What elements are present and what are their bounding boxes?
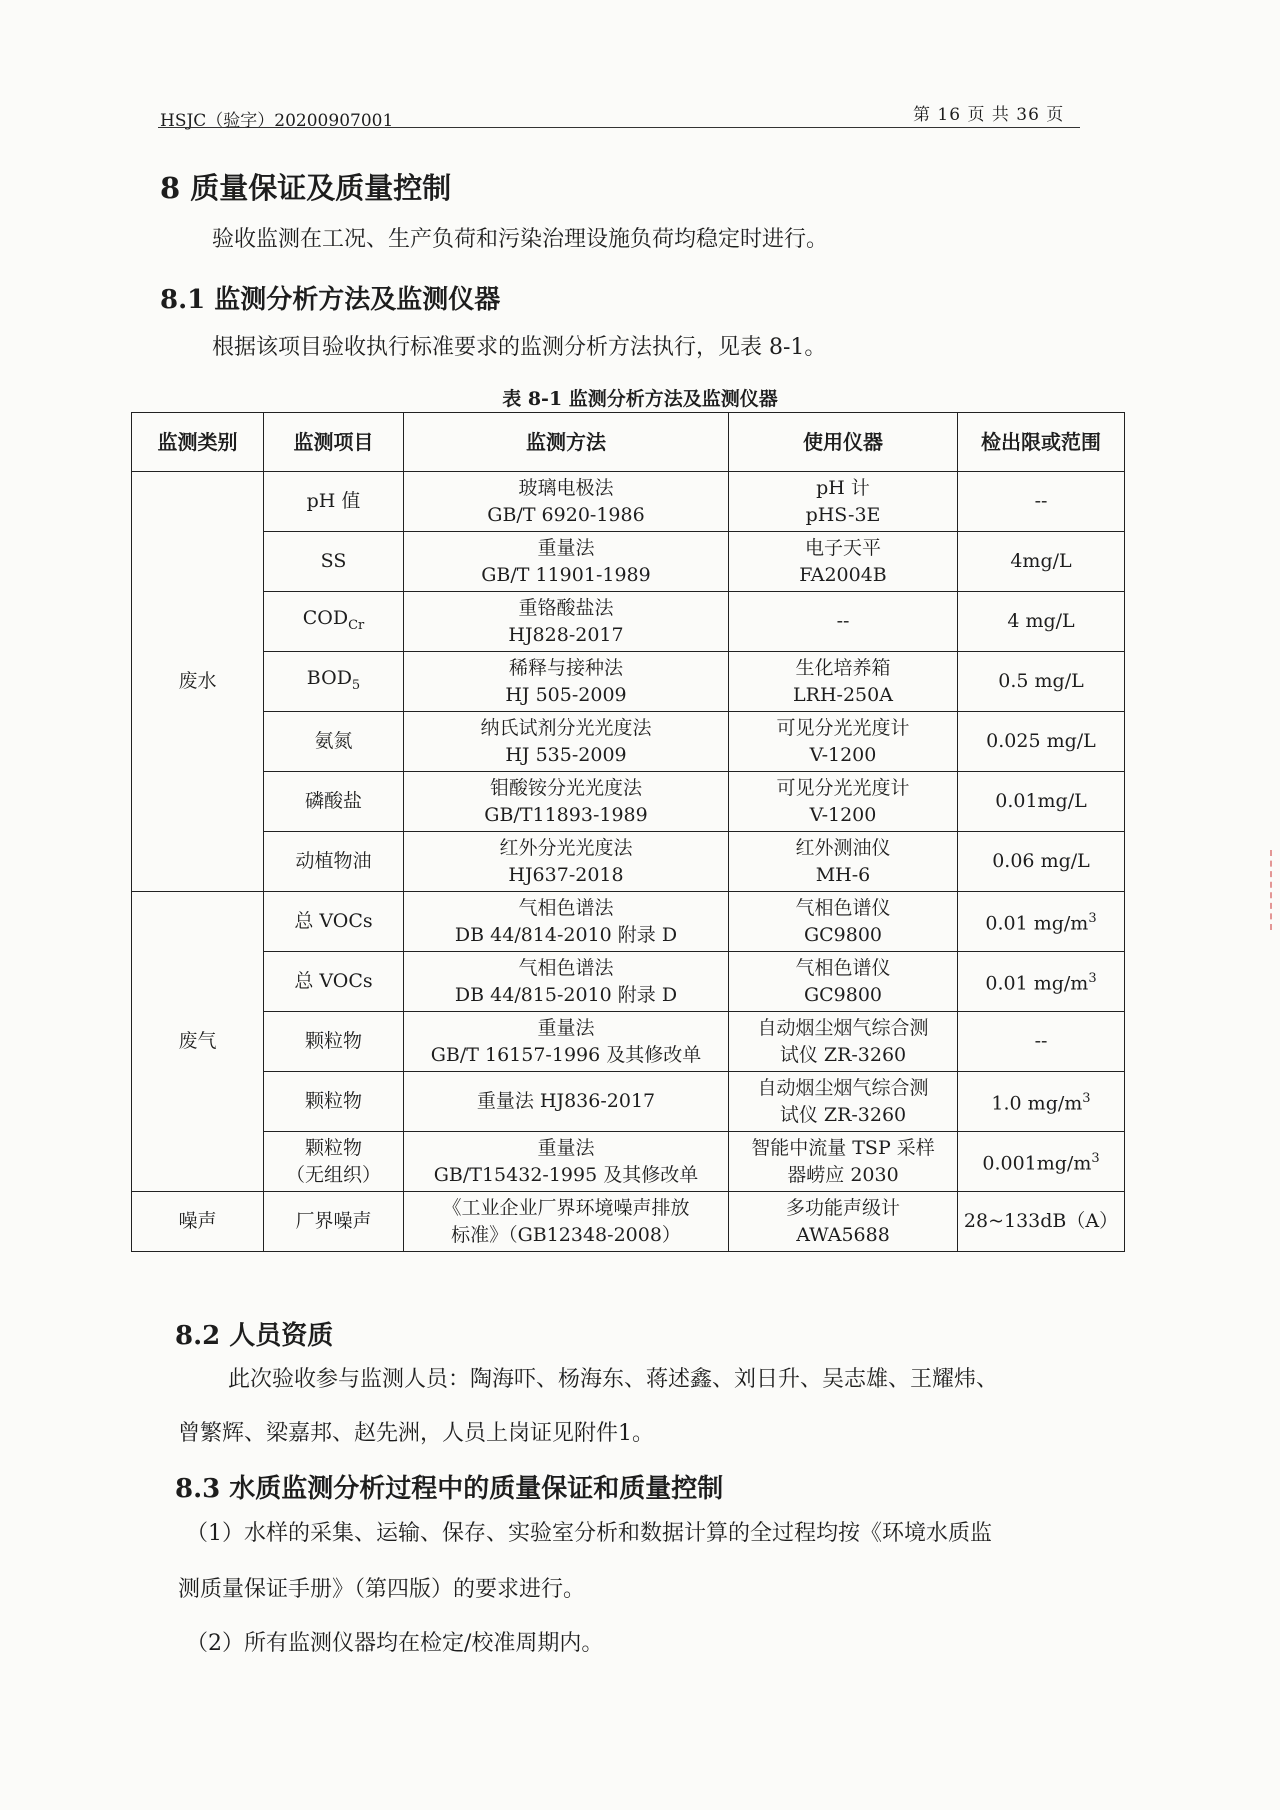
table-row [132,1132,1125,1192]
table-row [132,712,1125,772]
cell-method: 纳氏试剂分光光度法 HJ 535-2009 [404,712,729,772]
cell-item: pH 值 [264,472,404,532]
cell-method: 重铬酸盐法 HJ828-2017 [404,592,729,652]
header-limit: 检出限或范围 [958,413,1125,472]
cell-method: 玻璃电极法 GB/T 6920-1986 [404,472,729,532]
cell-instrument: 红外测油仪 MH-6 [729,832,958,892]
cell-item: 颗粒物 [264,1012,404,1072]
table-row [132,892,1125,952]
cell-method: 重量法 GB/T15432-1995 及其修改单 [404,1132,729,1192]
cell-limit: 4 mg/L [958,592,1125,652]
cell-method: 红外分光光度法 HJ637-2018 [404,832,729,892]
section-8-intro: 验收监测在工况、生产负荷和污染治理设施负荷均稳定时进行。 [212,227,829,252]
table-row [132,1192,1125,1252]
cell-limit: -- [958,1012,1125,1072]
table-row [132,1012,1125,1072]
cell-item: 总 VOCs [264,952,404,1012]
cell-limit: 4mg/L [958,532,1125,592]
cell-instrument: 可见分光光度计 V-1200 [729,712,958,772]
cell-item: 厂界噪声 [264,1192,404,1252]
cell-limit: 0.5 mg/L [958,652,1125,712]
cell-method: 重量法 GB/T 16157-1996 及其修改单 [404,1012,729,1072]
cell-item: $BOD_5$ [264,652,404,712]
cell-item: 氨氮 [264,712,404,772]
cell-instrument: -- [729,592,958,652]
page-number: 第 16 页 共 36 页 [913,105,1065,125]
header-instrument: 使用仪器 [729,413,958,472]
section-8-3-line-2: 测质量保证手册》（第四版）的要求进行。 [178,1577,586,1602]
section-8-3-line-3: （2）所有监测仪器均在检定/校准周期内。 [186,1631,604,1656]
category-exhaust: 废气 [132,892,264,1192]
scan-edge-mark [1270,850,1280,930]
cell-item: 颗粒物 （无组织） [264,1132,404,1192]
table-caption: 表 8-1 监测分析方法及监测仪器 [502,388,778,410]
cell-limit: 0.01mg/L [958,772,1125,832]
cell-method: 稀释与接种法 HJ 505-2009 [404,652,729,712]
cell-limit: -- [958,472,1125,532]
cell-instrument: 气相色谱仪 GC9800 [729,892,958,952]
header-category: 监测类别 [132,413,264,472]
cell-method: 气相色谱法 DB 44/814-2010 附录 D [404,892,729,952]
cell-method: 气相色谱法 DB 44/815-2010 附录 D [404,952,729,1012]
cell-method: 《工业企业厂界环境噪声排放 标准》（GB12348-2008） [404,1192,729,1252]
cell-instrument: 自动烟尘烟气综合测 试仪 ZR-3260 [729,1072,958,1132]
cell-item: 总 VOCs [264,892,404,952]
cell-item: 动植物油 [264,832,404,892]
table-row [132,592,1125,652]
cell-method: 钼酸铵分光光度法 GB/T11893-1989 [404,772,729,832]
section-8-1-title: 8.1 监测分析方法及监测仪器 [160,285,501,315]
cell-limit: 28~133dB（A） [958,1192,1125,1252]
cell-limit: $0.001mg/m^3$ [958,1132,1125,1192]
cell-instrument: 智能中流量 TSP 采样 器崂应 2030 [729,1132,958,1192]
table-header-row [132,413,1125,472]
cell-limit: 0.06 mg/L [958,832,1125,892]
cell-instrument: 电子天平 FA2004B [729,532,958,592]
cell-instrument: pH 计 pHS-3E [729,472,958,532]
methods-table [131,412,1125,1252]
header-method: 监测方法 [404,413,729,472]
cell-limit: 0.01 $mg/m^3$ [958,892,1125,952]
section-8-1-intro: 根据该项目验收执行标准要求的监测分析方法执行，见表 8-1。 [212,335,827,360]
category-noise: 噪声 [132,1192,264,1252]
section-8-2-line-2: 曾繁辉、梁嘉邦、赵先洲，人员上岗证见附件1。 [178,1421,654,1446]
table-row [132,832,1125,892]
header-item: 监测项目 [264,413,404,472]
section-8-3-title: 8.3 水质监测分析过程中的质量保证和质量控制 [175,1474,724,1504]
table-row [132,652,1125,712]
cell-instrument: 多功能声级计 AWA5688 [729,1192,958,1252]
table-row [132,1072,1125,1132]
cell-item: 颗粒物 [264,1072,404,1132]
cell-instrument: 可见分光光度计 V-1200 [729,772,958,832]
cell-method: 重量法 GB/T 11901-1989 [404,532,729,592]
category-wastewater: 废水 [132,472,264,892]
cell-limit: 1.0 $mg/m^3$ [958,1072,1125,1132]
section-8-2-title: 8.2 人员资质 [175,1321,334,1351]
table-row [132,952,1125,1012]
cell-instrument: 生化培养箱 LRH-250A [729,652,958,712]
cell-item: $COD_{Cr}$ [264,592,404,652]
cell-item: 磷酸盐 [264,772,404,832]
table-row [132,772,1125,832]
section-8-3-line-1: （1）水样的采集、运输、保存、实验室分析和数据计算的全过程均按《环境水质监 [186,1521,992,1546]
document-code: HSJC（验字）20200907001 [160,111,394,131]
table-row [132,532,1125,592]
cell-item: SS [264,532,404,592]
cell-limit: 0.025 mg/L [958,712,1125,772]
cell-instrument: 自动烟尘烟气综合测 试仪 ZR-3260 [729,1012,958,1072]
cell-instrument: 气相色谱仪 GC9800 [729,952,958,1012]
table-row [132,472,1125,532]
cell-method: 重量法 HJ836-2017 [404,1072,729,1132]
cell-limit: 0.01 $mg/m^3$ [958,952,1125,1012]
header-divider [158,127,1080,128]
section-8-2-line-1: 此次验收参与监测人员：陶海吓、杨海东、蒋述鑫、刘日升、吴志雄、王耀炜、 [228,1367,999,1392]
section-8-title: 8 质量保证及质量控制 [160,171,452,205]
